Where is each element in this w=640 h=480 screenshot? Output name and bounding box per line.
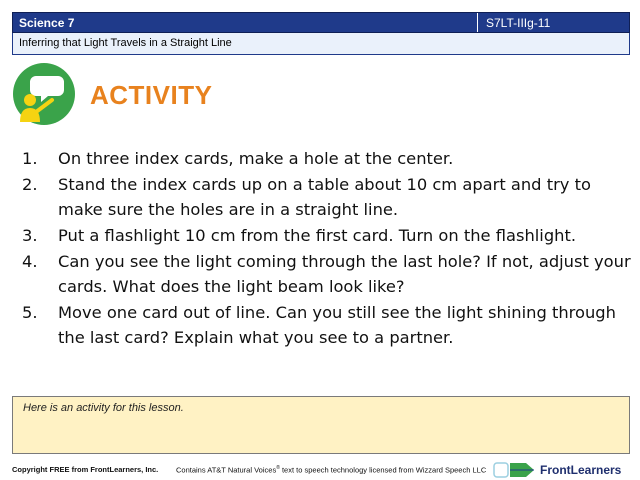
registered-mark: ® xyxy=(276,465,280,471)
lesson-title-bar xyxy=(12,33,630,55)
step-text: Move one card out of line. Can you still see the light shining through the last card? Explain what you see to a partner. xyxy=(58,303,616,347)
step-item xyxy=(22,223,632,248)
step-number: 2. xyxy=(22,175,38,194)
step-number: 5. xyxy=(22,303,38,322)
step-text: Put a flashlight 10 cm from the first card. Turn on the flashlight. xyxy=(58,226,577,245)
tts-notice-suffix: text to speech technology licensed from Wizzard Speech LLC xyxy=(279,465,487,475)
subject-label: Science 7 xyxy=(19,16,75,30)
footer xyxy=(0,458,640,480)
step-item xyxy=(22,249,632,299)
step-item xyxy=(22,146,632,171)
speech-presenter-icon xyxy=(12,62,76,126)
step-number: 3. xyxy=(22,226,38,245)
lesson-title: Inferring that Light Travels in a Straight Line xyxy=(19,37,232,49)
tts-notice xyxy=(176,465,486,475)
logo-text: FrontLearners xyxy=(540,463,622,477)
tts-notice-prefix: Contains AT&T Natural Voices xyxy=(176,465,277,475)
step-item xyxy=(22,300,632,350)
logo-arrow-icon xyxy=(492,460,538,480)
header-bar xyxy=(12,12,630,33)
frontlearners-logo xyxy=(492,460,632,480)
step-number: 4. xyxy=(22,252,38,271)
notes-text: Here is an activity for this lesson. xyxy=(23,402,184,414)
notes-box[interactable] xyxy=(12,396,630,454)
section-title: ACTIVITY xyxy=(90,80,213,110)
activity-steps xyxy=(22,146,632,351)
copyright-text: Copyright FREE from FrontLearners, Inc. xyxy=(12,465,159,474)
step-number: 1. xyxy=(22,149,38,168)
step-text: Can you see the light coming through the last hole? If not, adjust your cards. What does the light beam look like? xyxy=(58,252,631,296)
competency-code-cell xyxy=(477,13,631,32)
step-item xyxy=(22,172,632,222)
icon-person-head xyxy=(24,94,36,106)
step-text: On three index cards, make a hole at the center. xyxy=(58,149,454,168)
step-text: Stand the index cards up on a table about 10 cm apart and try to make sure the holes are in a straight line. xyxy=(58,175,591,219)
competency-code: S7LT-IIIg-11 xyxy=(486,16,551,30)
